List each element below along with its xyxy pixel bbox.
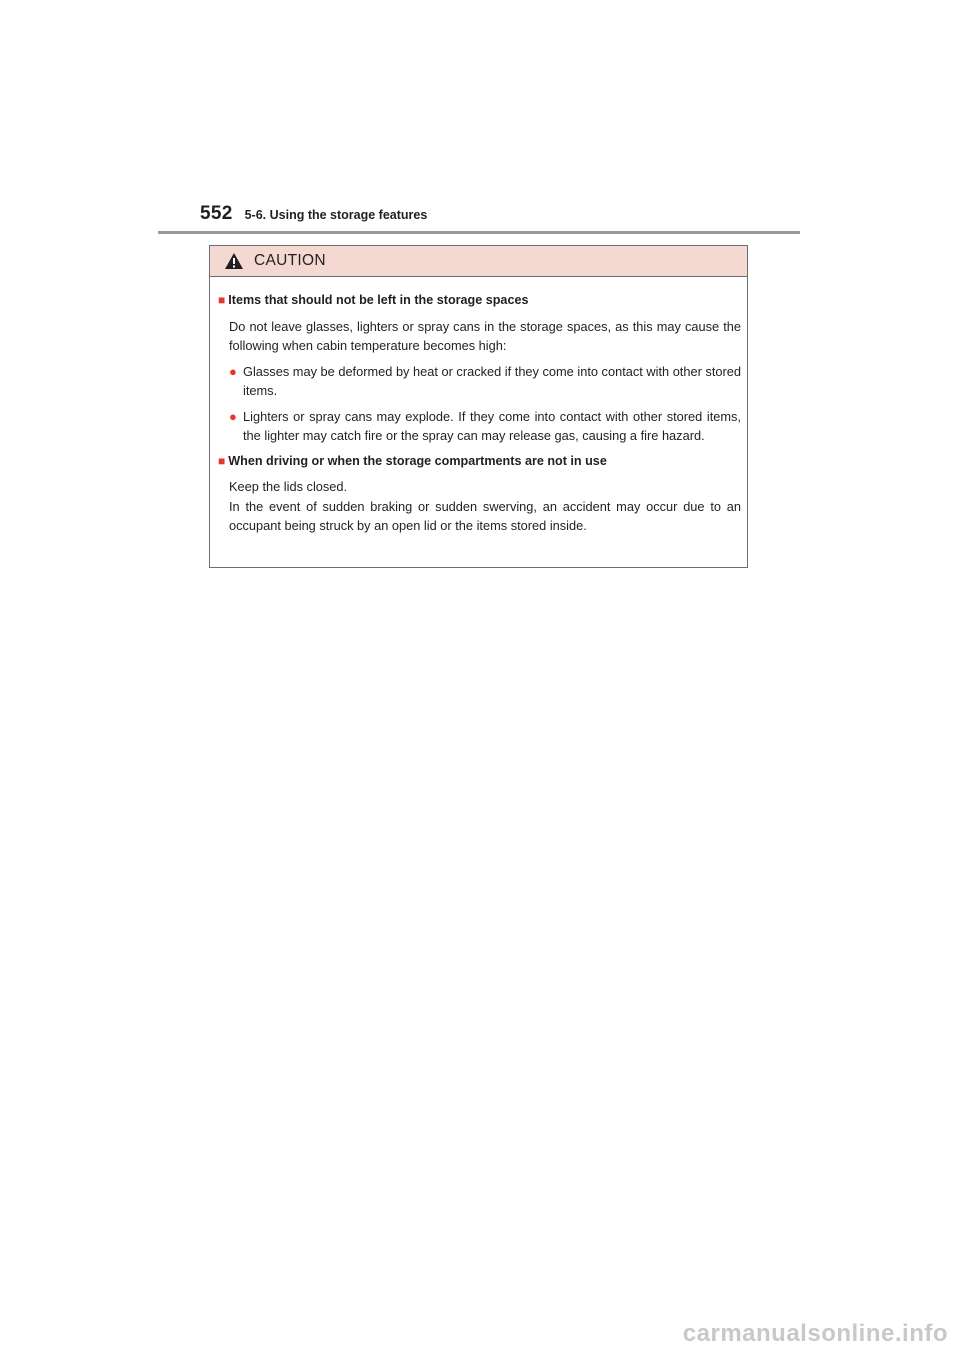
watermark: carmanualsonline.info [682,1320,948,1347]
list-item-text: Glasses may be deformed by heat or cracked if they come into contact with other stored items. [243,363,741,398]
warning-triangle-icon [224,252,244,270]
caution-body [210,277,747,536]
square-bullet-icon: ■ [218,453,226,468]
caution-box [209,245,748,568]
header-divider [158,231,800,234]
caution-header [210,246,747,277]
list-item [229,407,741,446]
list-item-text: Lighters or spray cans may explode. If they come into contact with other stored items, the lighter may catch fire or the spray can may release gas, causing a fire hazard. [243,408,741,443]
paragraph-line: Keep the lids closed. [229,479,348,494]
bullet-list [229,362,741,446]
section-heading-text: When driving or when the storage compartments are not in use [228,453,607,468]
dot-bullet-icon: ● [229,408,237,424]
section-paragraph: Do not leave glasses, lighters or spray cans in the storage spaces, as this may cause the following when cabin temperature becomes high: [229,318,741,353]
caution-label: CAUTION [254,252,326,269]
page-number: 552 [200,203,233,224]
list-item [229,362,741,401]
caution-section-storage-items [218,291,741,446]
section-heading-text: Items that should not be left in the storage spaces [228,293,529,307]
section-title: 5-6. Using the storage features [244,208,428,222]
section-heading [218,291,741,311]
section-heading [218,452,741,472]
section-paragraph [229,477,741,536]
paragraph-line: In the event of sudden braking or sudden swerving, an accident may occur due to an occupant being struck by an open lid or the items stored inside. [229,498,741,533]
dot-bullet-icon: ● [229,363,237,379]
square-bullet-icon: ■ [218,293,226,307]
caution-section-driving [218,452,741,536]
page-header [200,203,427,225]
